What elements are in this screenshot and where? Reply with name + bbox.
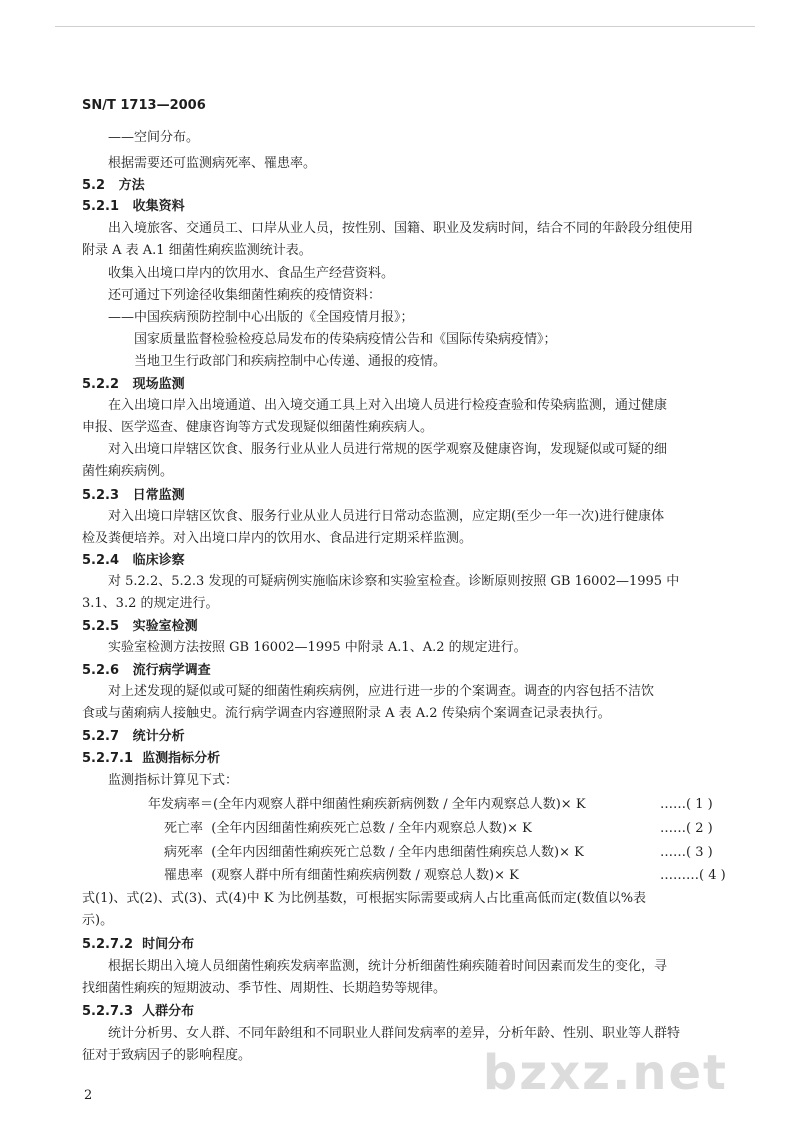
section-heading-5-2-2 bbox=[82, 377, 185, 393]
formula-2 bbox=[164, 821, 532, 837]
section-heading-5-2-7 bbox=[82, 729, 185, 745]
formula-1 bbox=[148, 797, 586, 813]
paragraph: 找细菌性痢疾的短期波动、季节性、周期性、长期趋势等规律。 bbox=[82, 981, 447, 996]
paragraph: 在入出境口岸入出境通道、出入境交通工具上对入出境人员进行检疫查验和传染病监测，通过健康 bbox=[108, 398, 668, 413]
formula-expression: (观察人群中所有细菌性痢疾病例数 / 观察总人数)× K bbox=[211, 868, 519, 883]
paragraph: 对 5.2.2、5.2.3 发现的可疑病例实施临床诊察和实验室检查。诊断原则按照 GB 16002—1995 中 bbox=[108, 574, 680, 589]
formula-4 bbox=[164, 868, 519, 884]
section-number: 5.2.3 bbox=[82, 488, 120, 503]
paragraph: 还可通过下列途径收集细菌性痢疾的疫情资料： bbox=[108, 288, 382, 303]
paragraph: ——空间分布。 bbox=[108, 130, 200, 145]
section-title: 日常监测 bbox=[132, 488, 185, 503]
paragraph: 根据需要还可监测病死率、罹患率。 bbox=[108, 156, 317, 171]
section-heading-5-2-5 bbox=[82, 619, 198, 635]
top-rule bbox=[55, 26, 755, 27]
formula-3 bbox=[164, 845, 584, 861]
formula-number: ……( 1 ) bbox=[660, 797, 713, 812]
formula-number: ……( 2 ) bbox=[660, 821, 713, 836]
section-heading-5-2-6 bbox=[82, 663, 211, 679]
page-number: 2 bbox=[84, 1088, 93, 1103]
section-number: 5.2.4 bbox=[82, 553, 120, 568]
paragraph: 监测指标计算见下式： bbox=[108, 773, 239, 788]
paragraph: 菌性痢疾病例。 bbox=[82, 464, 174, 479]
section-number: 5.2 bbox=[82, 178, 106, 193]
paragraph: 实验室检测方法按照 GB 16002—1995 中附录 A.1、A.2 的规定进行。 bbox=[108, 640, 527, 655]
list-item: ——中国疾病预防控制中心出版的《全国疫情月报》； bbox=[108, 310, 414, 325]
paragraph: 检及粪便培养。对入出境口岸内的饮用水、食品进行定期采样监测。 bbox=[82, 531, 473, 546]
section-title: 监测指标分析 bbox=[142, 751, 221, 766]
paragraph: 申报、医学巡查、健康咨询等方式发现疑似细菌性痢疾病人。 bbox=[82, 420, 434, 435]
section-heading-5-2-7-3 bbox=[82, 1004, 194, 1020]
section-heading-5-2-1 bbox=[82, 199, 185, 215]
section-title: 人群分布 bbox=[142, 1004, 195, 1019]
section-heading-5-2 bbox=[82, 178, 145, 194]
paragraph: 对入出境口岸辖区饮食、服务行业从业人员进行常规的医学观察及健康咨询，发现疑似或可疑的细 bbox=[108, 442, 668, 457]
formula-name: 病死率 bbox=[164, 845, 204, 860]
section-number: 5.2.2 bbox=[82, 377, 120, 392]
paragraph: 食或与菌痢病人接触史。流行病学调查内容遵照附录 A 表 A.2 传染病个案调查记录表执行。 bbox=[82, 706, 611, 721]
formula-expression: (全年内因细菌性痢疾死亡总数 / 全年内观察总人数)× K bbox=[211, 821, 532, 836]
section-heading-5-2-3 bbox=[82, 488, 185, 504]
formula-name: 年发病率 bbox=[148, 797, 201, 812]
paragraph: 对入出境口岸辖区饮食、服务行业从业人员进行日常动态监测，应定期(至少一年一次)进行健康体 bbox=[108, 509, 665, 524]
formula-number: ……( 3 ) bbox=[660, 845, 713, 860]
section-title: 收集资料 bbox=[132, 199, 185, 214]
watermark: bzxz.net bbox=[482, 1045, 728, 1101]
section-title: 方法 bbox=[118, 178, 145, 193]
section-title: 时间分布 bbox=[142, 937, 195, 952]
section-number: 5.2.5 bbox=[82, 619, 120, 634]
section-title: 流行病学调查 bbox=[132, 663, 211, 678]
section-title: 临床诊察 bbox=[132, 553, 185, 568]
section-heading-5-2-7-1 bbox=[82, 751, 220, 767]
formula-name: 死亡率 bbox=[164, 821, 204, 836]
paragraph: 征对于致病因子的影响程度。 bbox=[82, 1048, 252, 1063]
paragraph: 出入境旅客、交通员工、口岸从业人员，按性别、国籍、职业及发病时间，结合不同的年龄段分组使用 bbox=[108, 221, 694, 236]
section-number: 5.2.7.3 bbox=[82, 1004, 133, 1019]
list-item: 当地卫生行政部门和疾病控制中心传递、通报的疫情。 bbox=[134, 354, 447, 369]
section-title: 现场监测 bbox=[132, 377, 185, 392]
formula-number: ………( 4 ) bbox=[660, 868, 726, 883]
paragraph: 3.1、3.2 的规定进行。 bbox=[82, 596, 219, 611]
section-number: 5.2.7.1 bbox=[82, 751, 133, 766]
list-item: 国家质量监督检验检疫总局发布的传染病疫情公告和《国际传染病疫情》； bbox=[134, 332, 557, 347]
section-number: 5.2.1 bbox=[82, 199, 120, 214]
paragraph: 附录 A 表 A.1 细菌性痢疾监测统计表。 bbox=[82, 243, 312, 258]
paragraph: 收集入出境口岸内的饮用水、食品生产经营资料。 bbox=[108, 266, 395, 281]
formula-expression: (全年内因细菌性痢疾死亡总数 / 全年内患细菌性痢疾总人数)× K bbox=[211, 845, 584, 860]
paragraph: 根据长期出入境人员细菌性痢疾发病率监测，统计分析细菌性痢疾随着时间因素而发生的变化，寻 bbox=[108, 959, 668, 974]
section-heading-5-2-7-2 bbox=[82, 937, 194, 953]
paragraph: 统计分析男、女人群、不同年龄组和不同职业人群间发病率的差异，分析年龄、性别、职业等人群特 bbox=[108, 1026, 681, 1041]
paragraph: 对上述发现的疑似或可疑的细菌性痢疾病例，应进行进一步的个案调查。调查的内容包括不洁饮 bbox=[108, 684, 655, 699]
section-number: 5.2.6 bbox=[82, 663, 120, 678]
section-heading-5-2-4 bbox=[82, 553, 185, 569]
section-number: 5.2.7 bbox=[82, 729, 120, 744]
formula-name: 罹患率 bbox=[164, 868, 204, 883]
paragraph: 示)。 bbox=[82, 913, 114, 928]
paragraph: 式(1)、式(2)、式(3)、式(4)中 K 为比例基数，可根据实际需要或病人占比重高低而定(数值以%表 bbox=[82, 891, 647, 906]
section-title: 实验室检测 bbox=[132, 619, 198, 634]
section-number: 5.2.7.2 bbox=[82, 937, 133, 952]
formula-expression: ＝(全年内观察人群中细菌性痢疾新病例数 / 全年内观察总人数)× K bbox=[200, 797, 586, 812]
section-title: 统计分析 bbox=[132, 729, 185, 744]
document-id: SN/T 1713—2006 bbox=[82, 98, 206, 113]
